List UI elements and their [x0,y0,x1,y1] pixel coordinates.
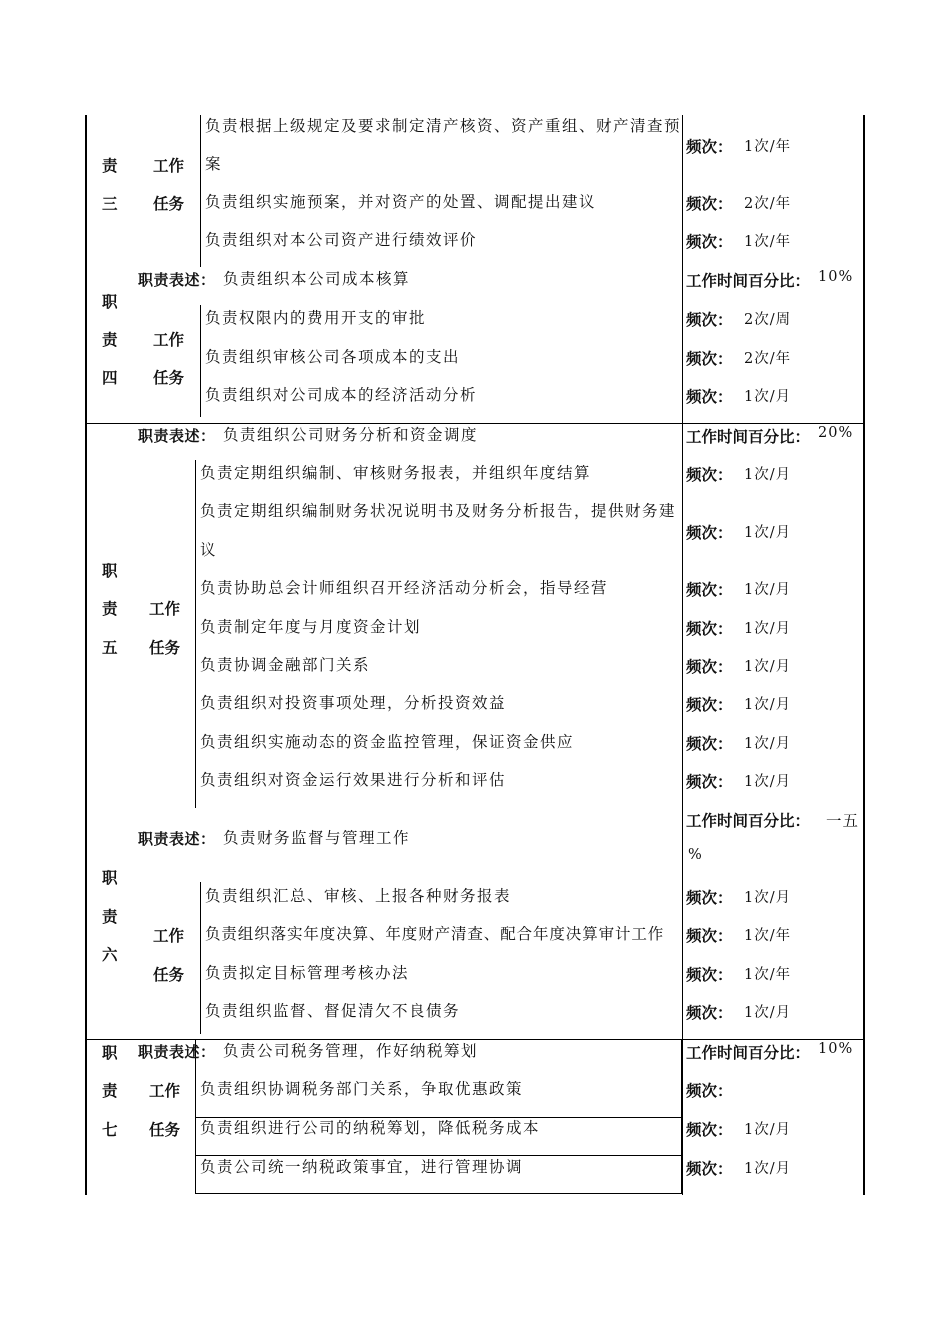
duty4-label-renwu: 任务 [153,369,185,387]
duty3-freq-3-label: 频次： [686,233,733,251]
duty5-freq-3: 1次/月 [744,582,792,598]
duty6-freq-3: 1次/年 [744,967,792,983]
duty5-label-num: 五 [102,639,118,657]
duty4-label-num: 四 [102,369,118,387]
duty7-task-divider-2 [195,1155,682,1156]
duty3-freq-1-label: 频次： [686,138,733,156]
duty7-freq-2: 1次/月 [744,1122,792,1138]
duty6-label-gongzuo: 工作 [153,927,185,945]
freq-column-border [682,115,683,1195]
table-left-border [85,115,87,1195]
duty4-freq-1: 2次/周 [744,312,792,328]
duty5-freq-1: 1次/月 [744,467,792,483]
duty5-task-2-line1: 负责定期组织编制财务状况说明书及财务分析报告，提供财务建 [200,502,677,520]
duty3-freq-2-label: 频次： [686,195,733,213]
table-right-border [863,115,865,1195]
duty3-label-renwu: 任务 [153,195,185,213]
duty6-percent-line1: 一五 [826,812,860,830]
duty5-freq-6-label: 频次： [686,696,733,714]
duty4-percent: 10% [818,269,854,285]
duty6-label-ze: 责 [102,908,118,926]
duty7-label-num: 七 [102,1121,118,1139]
duty6-statement-label: 职责表述： [138,830,216,848]
duty5-freq-4: 1次/月 [744,621,792,637]
duty4-freq-2-label: 频次： [686,350,733,368]
duty5-statement: 负责组织公司财务分析和资金调度 [223,426,479,444]
duty5-freq-1-label: 频次： [686,466,733,484]
duty7-label-renwu: 任务 [149,1121,181,1139]
duty5-freq-7-label: 频次： [686,735,733,753]
duty5-task-7: 负责组织实施动态的资金监控管理，保证资金供应 [200,733,575,751]
duty7-freq-3: 1次/月 [744,1161,792,1177]
duty7-percent-label: 工作时间百分比： [686,1044,811,1062]
duty5-label-gongzuo: 工作 [149,600,181,618]
duty7-label-gongzuo: 工作 [149,1082,181,1100]
duty7-label-ze: 责 [102,1082,118,1100]
duty3-freq-3: 1次/年 [744,234,792,250]
duty5-percent-label: 工作时间百分比： [686,428,811,446]
duty4-task-2: 负责组织审核公司各项成本的支出 [205,348,461,366]
duty5-label-ze: 责 [102,600,118,618]
duty4-label-ze: 责 [102,331,118,349]
duty3-task-2: 负责组织实施预案，并对资产的处置、调配提出建议 [205,193,597,211]
duty5-task-2-line2: 议 [200,541,218,559]
duty4-percent-label: 工作时间百分比： [686,272,811,290]
duty6-percent-line2: % [688,847,703,863]
duty7-statement: 负责公司税务管理，作好纳税筹划 [223,1042,479,1060]
duty5-freq-2-label: 频次： [686,524,733,542]
duty3-task-3: 负责组织对本公司资产进行绩效评价 [205,231,478,249]
duty4-freq-2: 2次/年 [744,351,792,367]
duty5-freq-5: 1次/月 [744,659,792,675]
duty5-freq-8: 1次/月 [744,774,792,790]
duty6-freq-4-label: 频次： [686,1004,733,1022]
duty4-task-3: 负责组织对公司成本的经济活动分析 [205,386,478,404]
duty7-task-3: 负责公司统一纳税政策事宜，进行管理协调 [200,1158,524,1176]
duty4-freq-1-label: 频次： [686,311,733,329]
duty5-percent: 20% [818,425,854,441]
duty5-task-5: 负责协调金融部门关系 [200,656,371,674]
duty6-freq-2: 1次/年 [744,928,792,944]
duty6-percent-label: 工作时间百分比： [686,812,811,830]
duty5-freq-6: 1次/月 [744,697,792,713]
duty4-freq-3: 1次/月 [744,389,792,405]
duty3-task-1-line2: 案 [205,155,223,173]
duty3-task-border [200,115,201,267]
duty6-task-4: 负责组织监督、督促清欠不良债务 [205,1002,461,1020]
duty6-freq-2-label: 频次： [686,927,733,945]
duty6-freq-1: 1次/月 [744,890,792,906]
duty5-freq-4-label: 频次： [686,620,733,638]
duty3-label-ze: 责 [102,157,118,175]
duty5-freq-8-label: 频次： [686,773,733,791]
divider-duty4-duty5 [85,423,865,424]
duty6-label-zhi: 职 [102,869,118,887]
duty5-task-4: 负责制定年度与月度资金计划 [200,618,422,636]
duty5-task-border [195,460,196,808]
duty6-task-border [200,882,201,1034]
duty5-statement-label: 职责表述： [138,427,216,445]
duty6-statement: 负责财务监督与管理工作 [223,829,411,847]
duty7-task-2: 负责组织进行公司的纳税筹划，降低税务成本 [200,1119,541,1137]
duty6-label-renwu: 任务 [153,966,185,984]
duty4-statement-label: 职责表述： [138,271,216,289]
duty5-task-6: 负责组织对投资事项处理，分析投资效益 [200,694,507,712]
duty6-task-1: 负责组织汇总、审核、上报各种财务报表 [205,887,512,905]
duty7-statement-label: 职责表述： [138,1043,216,1061]
duty6-freq-4: 1次/月 [744,1005,792,1021]
duty5-label-zhi: 职 [102,562,118,580]
duty7-freq-1-label: 频次： [686,1082,733,1100]
duty5-freq-7: 1次/月 [744,736,792,752]
duty4-task-border [200,305,201,417]
duty7-percent: 10% [818,1041,854,1057]
duty7-freq-2-label: 频次： [686,1121,733,1139]
duty4-label-gongzuo: 工作 [153,331,185,349]
duty3-freq-1: 1次/年 [744,139,792,155]
duty3-freq-2: 2次/年 [744,196,792,212]
duty6-freq-1-label: 频次： [686,889,733,907]
duty5-task-3: 负责协助总会计师组织召开经济活动分析会，指导经营 [200,579,609,597]
duty3-label-num: 三 [102,195,118,213]
duty7-task-1: 负责组织协调税务部门关系，争取优惠政策 [200,1080,524,1098]
duty4-label-zhi: 职 [102,293,118,311]
duty3-label-gongzuo: 工作 [153,157,185,175]
duty3-task-1-line1: 负责根据上级规定及要求制定清产核资、资产重组、财产清查预 [205,117,682,135]
duty6-task-2: 负责组织落实年度决算、年度财产清查、配合年度决算审计工作 [205,925,665,943]
duty6-label-num: 六 [102,946,118,964]
duty6-freq-3-label: 频次： [686,966,733,984]
duty5-task-1: 负责定期组织编制、审核财务报表，并组织年度结算 [200,464,592,482]
duty6-task-3: 负责拟定目标管理考核办法 [205,964,410,982]
duty5-freq-3-label: 频次： [686,581,733,599]
duty4-freq-3-label: 频次： [686,388,733,406]
duty4-statement: 负责组织本公司成本核算 [223,270,411,288]
duty5-label-renwu: 任务 [149,639,181,657]
duty5-task-8: 负责组织对资金运行效果进行分析和评估 [200,771,507,789]
duty5-freq-2: 1次/月 [744,525,792,541]
duty4-task-1: 负责权限内的费用开支的审批 [205,309,427,327]
duty7-freq-3-label: 频次： [686,1160,733,1178]
duty7-label-zhi: 职 [102,1044,118,1062]
duty5-freq-5-label: 频次： [686,658,733,676]
